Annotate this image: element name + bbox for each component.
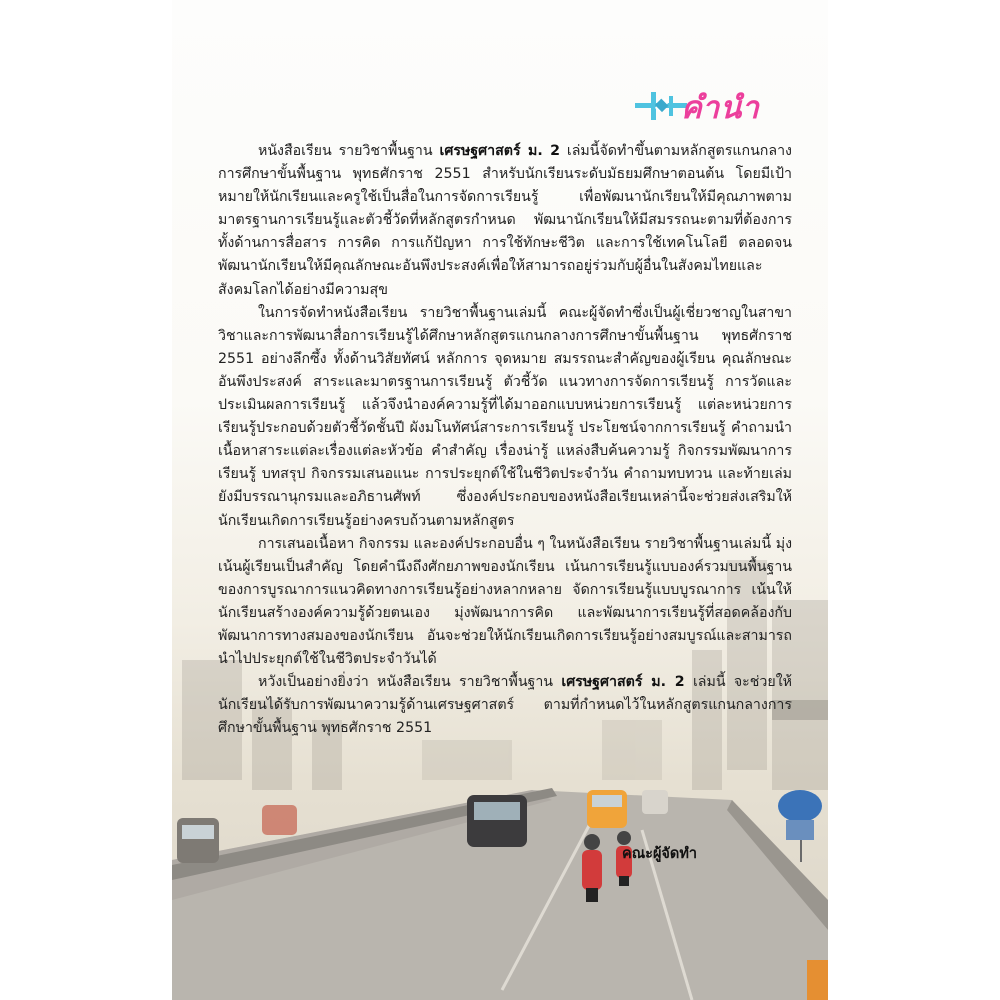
paragraph-4: หวังเป็นอย่างยิ่งว่า หนังสือเรียน รายวิชาพื้นฐาน เศรษฐศาสตร์ ม. 2 เล่มนี้ จะช่วยให้นักเรียนได้รับการพัฒนาความรู้ด้านเศรษฐศาสตร์ ตามที่กำหนดไว้ในหลักสูตรแกนกลางการศึกษาขั้นพื้นฐาน พุทธศักราช 2551 (218, 674, 792, 737)
foreword-body (218, 140, 792, 740)
car-left (177, 818, 219, 863)
book-title-bold: เศรษฐศาสตร์ ม. 2 (561, 674, 685, 691)
page-heading (631, 86, 801, 126)
paragraph-3: การเสนอเนื้อหา กิจกรรม และองค์ประกอบอื่น ๆ ในหนังสือเรียน รายวิชาพื้นฐานเล่มนี้ มุ่งเน้นผู้เรียนเป็นสำคัญ โดยคำนึงถึงศักยภาพของนักเรียน เน้นการเรียนรู้แบบองค์รวมบนพื้นฐานของการบูรณาการแนวคิดทางการเรียนรู้อย่างหลากหลาย จัดการเรียนรู้แบบบูรณาการ เน้นให้นักเรียนสร้างองค์ความรู้ด้วยตนเอง มุ่งพัฒนาการคิด และพัฒนาการเรียนรู้ที่สอดคล้องกับพัฒนาการทางสมองของนักเรียน อันจะช่วยให้นักเรียนเกิดการเรียนรู้อย่างสมบูรณ์และสามารถนำไปประยุกต์ใช้ในชีวิตประจำวันได้ (218, 535, 792, 668)
book-title-bold: เศรษฐศาสตร์ ม. 2 (439, 143, 560, 159)
author-signature: คณะผู้จัดทำ (622, 846, 698, 862)
page-title: คำนำ (681, 90, 760, 126)
paragraph-1: หนังสือเรียน รายวิชาพื้นฐาน เศรษฐศาสตร์ ม. 2 เล่มนี้จัดทำขึ้นตามหลักสูตรแกนกลางการศึกษาขั้นพื้นฐาน พุทธศักราช 2551 สำหรับนักเรียนระดับมัธยมศึกษาตอนต้น โดยมีเป้าหมายให้นักเรียนและครูใช้เป็นสื่อในการจัดการเรียนรู้ เพื่อพัฒนานักเรียนให้มีคุณภาพตามมาตรฐานการเรียนรู้และตัวชี้วัดที่หลักสูตรกำหนด พัฒนานักเรียนให้มีสมรรถนะตามที่ต้องการทั้งด้านการสื่อสาร การคิด การแก้ปัญหา การใช้ทักษะชีวิต และการใช้เทคโนโลยี ตลอดจนพัฒนานักเรียนให้มีคุณลักษณะอันพึงประสงค์เพื่อให้สามารถอยู่ร่วมกับผู้อื่นในสังคมไทยและสังคมโลกได้อย่างมีความสุข (218, 143, 792, 298)
paragraph-2: ในการจัดทำหนังสือเรียน รายวิชาพื้นฐานเล่มนี้ คณะผู้จัดทำซึ่งเป็นผู้เชี่ยวชาญในสาขาวิชาและการพัฒนาสื่อการเรียนรู้ได้ศึกษาหลักสูตรแกนกลางการศึกษาขั้นพื้นฐาน พุทธศักราช 2551 อย่างลึกซึ้ง ทั้งด้านวิสัยทัศน์ หลักการ จุดหมาย สมรรถนะสำคัญของผู้เรียน คุณลักษณะอันพึงประสงค์ สาระและมาตรฐานการเรียนรู้ ตัวชี้วัด แนวทางการจัดการเรียนรู้ การวัดและประเมินผลการเรียนรู้ แล้วจึงนำองค์ความรู้ที่ได้มาออกแบบหน่วยการเรียนรู้ แต่ละหน่วยการเรียนรู้ประกอบด้วยตัวชี้วัดชั้นปี ผังมโนทัศน์สาระการเรียนรู้ ประโยชน์จากการเรียนรู้ คำถามนำ เนื้อหาสาระแต่ละเรื่องแต่ละหัวข้อ คำสำคัญ เรื่องน่ารู้ แหล่งสืบค้นความรู้ กิจกรรมพัฒนาการเรียนรู้ บทสรุป กิจกรรมเสนอแนะ การประยุกต์ใช้ในชีวิตประจำวัน คำถามทบทวน และท้ายเล่มยังมีบรรณานุกรมและอภิธานศัพท์ ซึ่งองค์ประกอบของหนังสือเรียนเหล่านี้จะช่วยส่งเสริมให้นักเรียนเกิดการเรียนรู้อย่างครบถ้วนตามหลักสูตร (218, 304, 792, 529)
